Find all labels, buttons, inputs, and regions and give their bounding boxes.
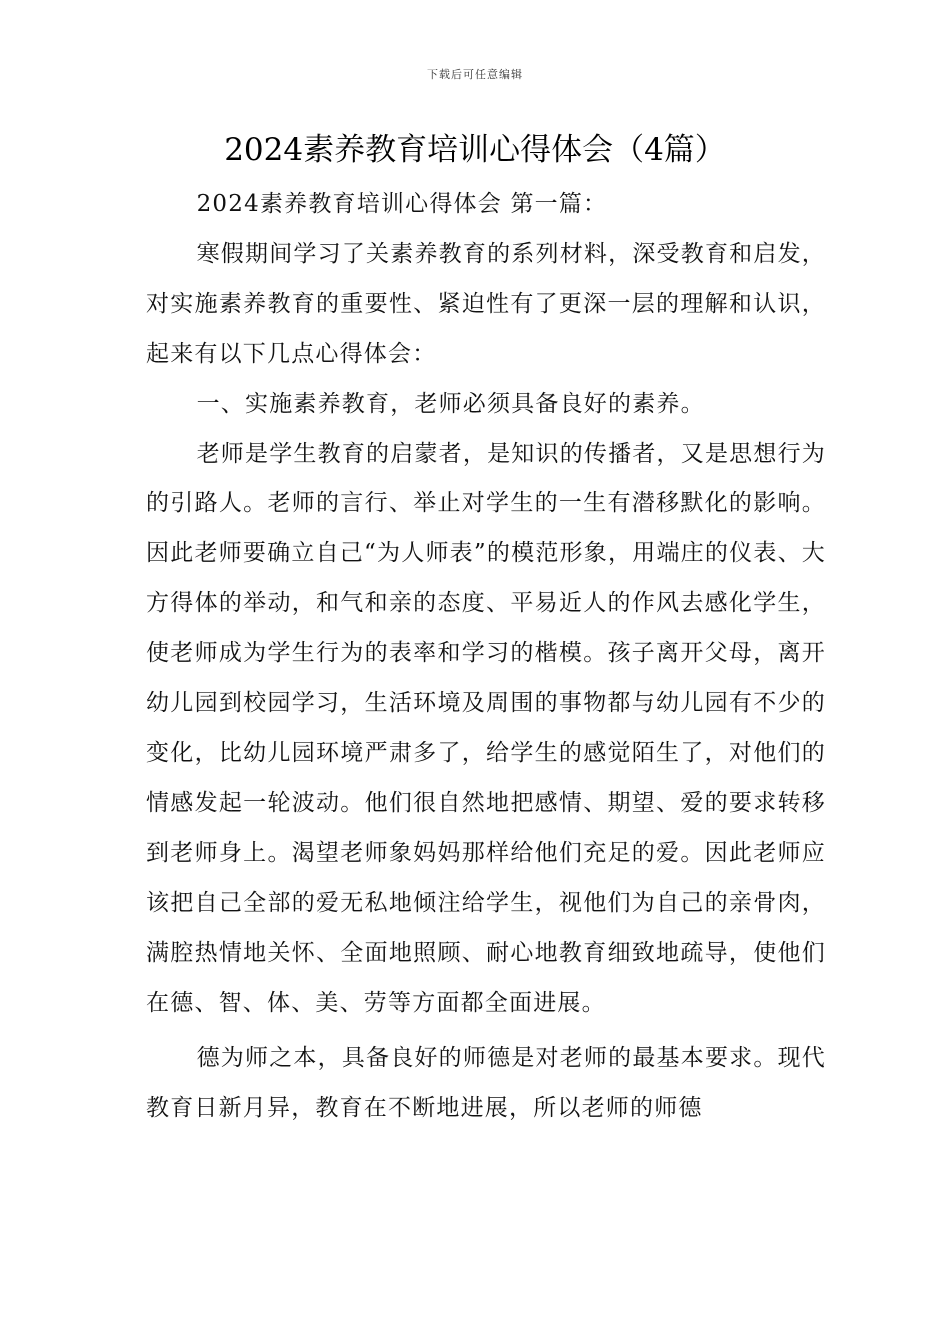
paragraph-ethics: 德为师之本，具备良好的师德是对老师的最基本要求。现代教育日新月异，教育在不断地进展，所以老师的师德 [146, 1045, 826, 1122]
paragraph-intro: 寒假期间学习了关素养教育的系列材料，深受教育和启发，对实施素养教育的重要性、紧迫性有了更深一层的理解和认识，起来有以下几点心得体会： [146, 240, 826, 367]
section-subtitle: 2024素养教育培训心得体会 第一篇： [196, 191, 608, 217]
document-title: 2024素养教育培训心得体会（4篇） [224, 132, 726, 168]
document-body [146, 180, 826, 1134]
paragraph-heading-one: 一、实施素养教育，老师必须具备良好的素养。 [196, 390, 705, 417]
header-note: 下载后可任意编辑 [427, 68, 523, 81]
paragraph-teacher-role: 老师是学生教育的启蒙者，是知识的传播者，又是思想行为的引路人。老师的言行、举止对学生的一生有潜移默化的影响。因此老师要确立自己“为人师表”的模范形象，用端庄的仪表、大方得体的举动，和气和亲的态度、平易近人的作风去感化学生，使老师成为学生行为的表率和学习的楷模。孩子离开父母，离开幼儿园到校园学习，生活环境及周围的事物都与幼儿园有不少的变化，比幼儿园环境严肃多了，给学生的感觉陌生了，对他们的情感发起一轮波动。他们很自然地把感情、期望、爱的要求转移到老师身上。渴望老师象妈妈那样给他们充足的爱。因此老师应该把自己全部的爱无私地倾注给学生，视他们为自己的亲骨肉，满腔热情地关怀、全面地照顾、耐心地教育细致地疏导，使他们在德、智、体、美、劳等方面都全面进展。 [146, 440, 826, 1016]
